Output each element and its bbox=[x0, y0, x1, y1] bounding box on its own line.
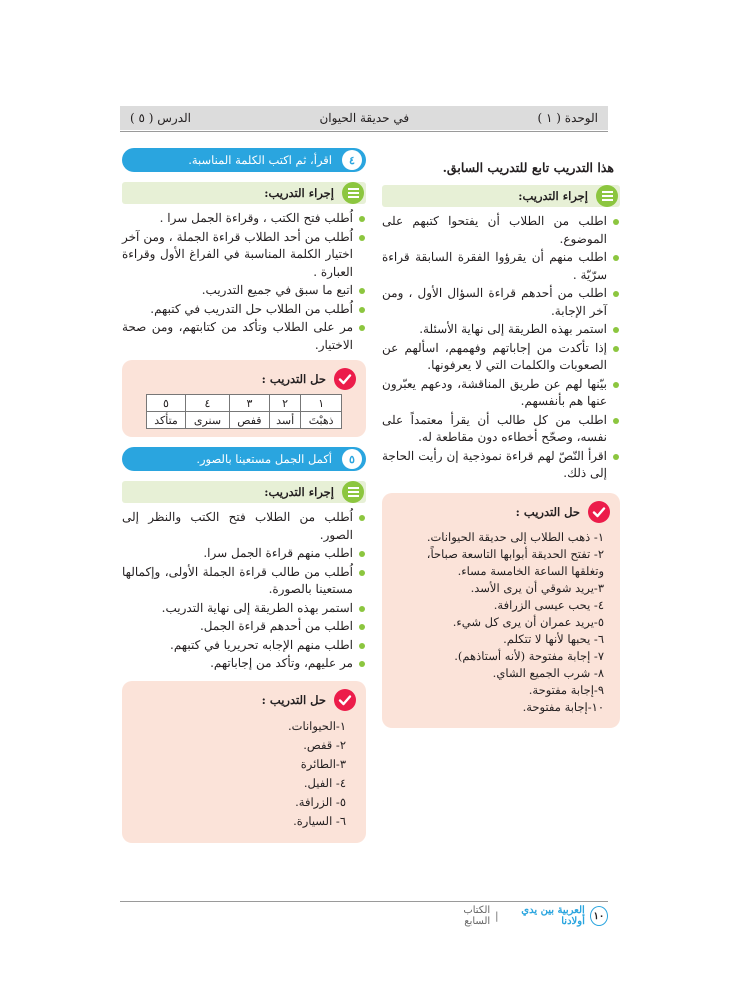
check-icon bbox=[334, 368, 356, 390]
check-icon bbox=[334, 689, 356, 711]
solution-item: ٧- إجابة مفتوحة (لأنه أستاذهم). bbox=[454, 648, 604, 663]
check-icon bbox=[588, 501, 610, 523]
list-item: اطلب من أحدهم قراءة الجمل. bbox=[122, 618, 366, 636]
solution-box bbox=[122, 360, 366, 437]
solution-item: ٤- يحب عيسى الزرافة. bbox=[493, 597, 604, 612]
procedure-list bbox=[122, 210, 366, 354]
exercise-4-header bbox=[122, 148, 366, 172]
solution-item: ١٠-إجابة مفتوحة. bbox=[522, 699, 604, 714]
list-icon bbox=[342, 182, 364, 204]
table-cell: ٣ bbox=[229, 395, 269, 412]
table-row bbox=[147, 395, 342, 412]
procedure-label: إجراء التدريب: bbox=[264, 485, 334, 499]
answer-table bbox=[146, 394, 342, 429]
list-item: استمر بهذه الطريقة إلى نهاية الأسئلة. bbox=[382, 321, 620, 339]
procedure-header bbox=[122, 481, 366, 503]
solution-item: ٢- تفتح الحديقة أبوابها التاسعة صباحاً، وتغلقها الساعة الخامسة مساء. bbox=[426, 546, 604, 578]
page-number: ١٠ bbox=[590, 906, 608, 926]
solution-header bbox=[212, 689, 356, 711]
procedure-label: إجراء التدريب: bbox=[518, 189, 588, 203]
list-item: مر على الطلاب وتأكد من كتابتهم، ومن صحة الاختيار. bbox=[122, 319, 366, 354]
footer-separator: | bbox=[495, 910, 499, 922]
table-cell: ٤ bbox=[186, 395, 230, 412]
procedure-list bbox=[382, 213, 620, 483]
procedure-header bbox=[382, 185, 620, 207]
list-icon bbox=[596, 185, 618, 207]
list-item: مر عليهم، وتأكد من إجاباتهم. bbox=[122, 655, 366, 673]
list-item: اُطلب من الطلاب حل التدريب في كتبهم. bbox=[122, 301, 366, 319]
solution-item: ٤- الفيل. bbox=[303, 775, 346, 790]
solution-item: ٦- السيارة. bbox=[293, 813, 346, 828]
grade-label: الكتاب السابع bbox=[463, 905, 491, 927]
list-item: اقرأ النّصّ لهم قراءة نموذجية إن رأيت الحاجة إلى ذلك. bbox=[382, 448, 620, 483]
list-item: بيّنها لهم عن طريق المناقشة، ودعهم يعبّرون عنها هم بأنفسهم. bbox=[382, 376, 620, 411]
table-cell: ٥ bbox=[147, 395, 186, 412]
list-item: اُطلب من طالب قراءة الجملة الأولى، وإكمالها مستعينا بالصورة. bbox=[122, 564, 366, 599]
solution-label: حل التدريب : bbox=[261, 692, 326, 707]
procedure-header bbox=[122, 182, 366, 204]
left-column bbox=[122, 148, 366, 843]
list-item: اطلب منهم الإجابه تحريريا في كتبهم. bbox=[122, 637, 366, 655]
exercise-5-header bbox=[122, 447, 366, 471]
solution-item: ١-الحيوانات. bbox=[288, 718, 346, 733]
solution-header bbox=[392, 501, 610, 523]
solution-item: ٣-الطائرة bbox=[300, 756, 346, 771]
solution-item: ٥- الزرافة. bbox=[295, 794, 346, 809]
list-item: اطلب منهم قراءة الجمل سرا. bbox=[122, 545, 366, 563]
solution-item: ٣-يريد شوقي أن يرى الأسد. bbox=[470, 580, 604, 595]
solution-item: ٩-إجابة مفتوحة. bbox=[528, 682, 604, 697]
table-cell: متأكد bbox=[147, 412, 186, 429]
solution-item: ٦- يحبها لأنها لا تتكلم. bbox=[503, 631, 604, 646]
list-item: اُطلب من أحد الطلاب قراءة الجملة ، ومن آخر اختيار الكلمة المناسبة في الفراغ الأول وقراءة العبارة . bbox=[122, 229, 366, 282]
list-item: استمر بهذه الطريقة إلى نهاية التدريب. bbox=[122, 600, 366, 618]
solution-item: ٨- شرب الجميع الشاي. bbox=[492, 665, 604, 680]
right-column bbox=[382, 152, 620, 728]
list-item: اطلب من كل طالب أن يقرأ معتمداً على نفسه، وصحّح أخطاءه دون مقاطعة له. bbox=[382, 412, 620, 447]
solution-item: ٥-يريد عمران أن يرى كل شيء. bbox=[452, 614, 604, 629]
list-item: اطلب من الطلاب أن يفتحوا كتبهم على الموضوع. bbox=[382, 213, 620, 248]
exercise-4-title: اقرأ، ثم اكتب الكلمة المناسبة. bbox=[188, 153, 332, 167]
procedure-label: إجراء التدريب: bbox=[264, 186, 334, 200]
list-item: اطلب منهم أن يقرؤوا الفقرة السابقة قراءة سرّيّة . bbox=[382, 249, 620, 284]
table-cell: أسد bbox=[269, 412, 300, 429]
list-item: اُطلب فتح الكتب ، وقراءة الجمل سرا . bbox=[122, 210, 366, 228]
table-row bbox=[147, 412, 342, 429]
table-cell: سنرى bbox=[186, 412, 230, 429]
header-divider bbox=[120, 131, 608, 132]
page-footer bbox=[440, 905, 608, 927]
list-item: اُطلب من الطلاب فتح الكتب والنظر إلى الصور. bbox=[122, 509, 366, 544]
solution-item: ١- ذهب الطلاب إلى حديقة الحيوانات. bbox=[426, 529, 604, 544]
table-cell: قفص bbox=[229, 412, 269, 429]
solution-label: حل التدريب : bbox=[261, 372, 326, 386]
intro-text: هذا التدريب تابع للتدريب السابق. bbox=[442, 160, 614, 175]
procedure-list bbox=[122, 509, 366, 673]
solution-header bbox=[132, 368, 356, 390]
solution-box bbox=[122, 681, 366, 843]
page-title: في حديقة الحيوان bbox=[319, 111, 410, 125]
list-item: إذا تأكدت من إجاباتهم وفهمهم، اسألهم عن الصعوبات والكلمات التي لا يعرفونها. bbox=[382, 340, 620, 375]
exercise-5-title: أكمل الجمل مستعينا بالصور. bbox=[196, 452, 332, 466]
list-item: اتبع ما سبق في جميع التدريب. bbox=[122, 282, 366, 300]
exercise-4-number: ٤ bbox=[342, 150, 362, 170]
exercise-5-number: ٥ bbox=[342, 449, 362, 469]
table-cell: ذهبْتَ bbox=[301, 412, 342, 429]
solution-item: ٢- قفص. bbox=[303, 737, 346, 752]
table-cell: ٢ bbox=[269, 395, 300, 412]
solution-label: حل التدريب : bbox=[515, 504, 580, 519]
solution-list bbox=[392, 529, 610, 716]
solution-box bbox=[382, 493, 620, 728]
solution-list bbox=[212, 717, 356, 831]
unit-label: الوحدة ( ١ ) bbox=[537, 111, 598, 125]
footer-divider bbox=[120, 901, 608, 902]
table-cell: ١ bbox=[301, 395, 342, 412]
list-icon bbox=[342, 481, 364, 503]
lesson-label: الدرس ( ٥ ) bbox=[130, 111, 192, 125]
book-title: العربية بين يدي أولادنا bbox=[521, 905, 585, 927]
page-header bbox=[120, 106, 608, 130]
list-item: اطلب من أحدهم قراءة السؤال الأول ، ومن آخر الإجابة. bbox=[382, 285, 620, 320]
